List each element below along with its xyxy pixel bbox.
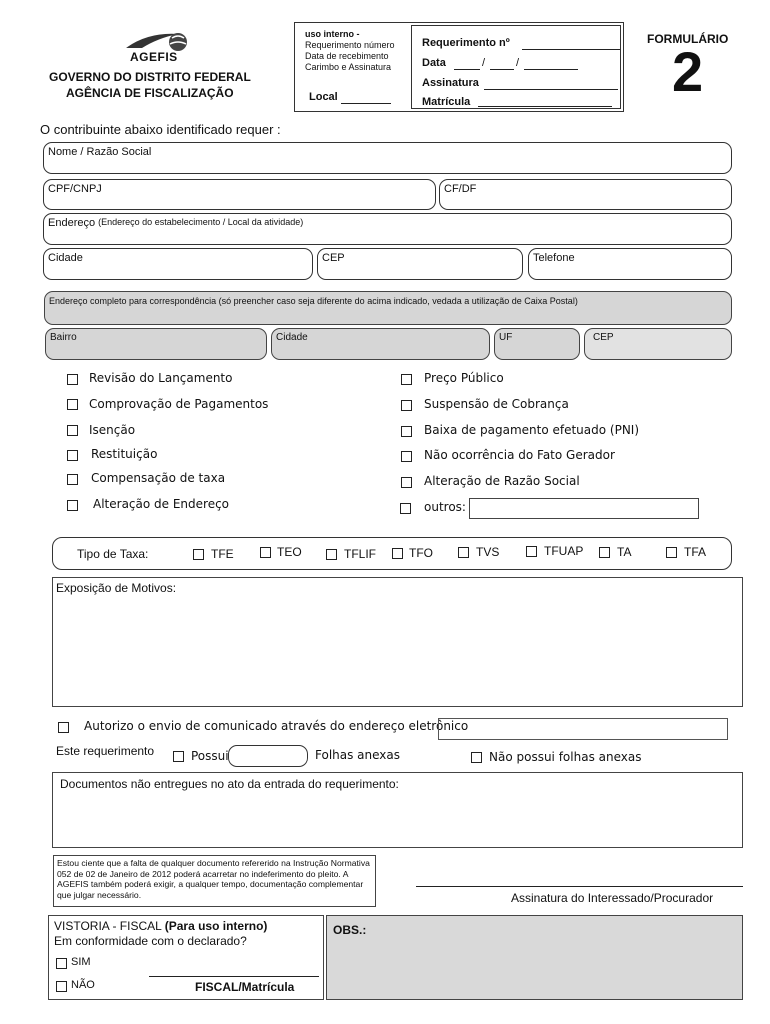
address-label-note: (Endereço do estabelecimento / Local da atividade) — [98, 217, 304, 227]
bairro-label: Bairro — [50, 332, 77, 343]
correspondence-address-field[interactable] — [44, 291, 732, 325]
uf-label: UF — [499, 332, 513, 343]
email-auth-label: Autorizo o envio de comunicado através do endereço eletrônico — [84, 719, 469, 733]
tax-tfo-label: TFO — [409, 546, 433, 560]
request-number-line[interactable] — [522, 49, 620, 50]
address-label — [48, 217, 303, 229]
motives-textarea[interactable] — [52, 577, 743, 707]
inspection-yes-label: SIM — [71, 956, 91, 968]
option-isencao-checkbox[interactable] — [67, 425, 78, 436]
date-label: Data — [422, 57, 446, 69]
option-nao-ocorrencia-checkbox[interactable] — [401, 451, 412, 462]
inspection-box — [48, 915, 324, 1000]
date-line-year[interactable] — [524, 69, 578, 70]
corr-city-field[interactable] — [271, 328, 490, 360]
option-outros-checkbox[interactable] — [400, 503, 411, 514]
tax-tvs-label: TVS — [476, 545, 500, 559]
documents-textarea[interactable] — [52, 772, 743, 848]
option-razao-social-checkbox[interactable] — [401, 477, 412, 488]
corr-cep-field[interactable] — [584, 328, 732, 360]
cf-df-field[interactable] — [439, 179, 732, 210]
tax-tflif-checkbox[interactable] — [326, 549, 337, 560]
signature-interested-label: Assinatura do Interessado/Procurador — [511, 891, 714, 905]
cep-label: CEP — [322, 252, 345, 264]
option-restituicao-label: Restituição — [91, 447, 158, 461]
tax-tfa-checkbox[interactable] — [666, 547, 677, 558]
form-number: 2 — [672, 40, 704, 103]
tax-teo-checkbox[interactable] — [260, 547, 271, 558]
cpf-cnpj-label: CPF/CNPJ — [48, 183, 102, 195]
date-sep-1: / — [482, 57, 486, 69]
phone-field[interactable] — [528, 248, 732, 280]
option-isencao-label: Isenção — [89, 423, 136, 437]
inspection-yes-checkbox[interactable] — [56, 958, 67, 969]
internal-use-line-1: uso interno - — [305, 29, 360, 39]
fiscal-label: FISCAL/Matrícula — [195, 980, 295, 994]
local-line[interactable] — [341, 103, 391, 104]
signature-line[interactable] — [484, 89, 618, 90]
option-nao-ocorrencia-label: Não ocorrência do Fato Gerador — [424, 448, 615, 462]
option-alteracao-endereco-label: Alteração de Endereço — [93, 497, 230, 511]
phone-label: Telefone — [533, 252, 575, 264]
signature-interested-line[interactable] — [416, 886, 743, 887]
intro-text: O contribuinte abaixo identificado requer : — [40, 122, 281, 137]
logo-text: AGEFIS — [130, 50, 178, 64]
option-preco-publico-label: Preço Público — [424, 371, 504, 385]
obs-label: OBS.: — [333, 923, 367, 937]
inspection-title — [54, 919, 267, 933]
tax-tfa-label: TFA — [684, 545, 707, 559]
form-label: FORMULÁRIO — [647, 32, 729, 46]
internal-use-box — [294, 22, 624, 112]
notice-box — [53, 855, 376, 907]
corr-cep-label: CEP — [593, 332, 614, 343]
tax-ta-label: TA — [617, 545, 632, 559]
tax-teo-label: TEO — [277, 545, 302, 559]
government-line-1: GOVERNO DO DISTRITO FEDERAL — [49, 70, 251, 84]
obs-box[interactable] — [326, 915, 743, 1000]
tax-tfo-checkbox[interactable] — [392, 548, 403, 559]
attached-sheets-label: Folhas anexas — [315, 748, 401, 762]
option-preco-publico-checkbox[interactable] — [401, 374, 412, 385]
email-input[interactable] — [438, 718, 728, 740]
tax-ta-checkbox[interactable] — [599, 547, 610, 558]
name-field[interactable] — [43, 142, 732, 174]
inspection-no-label: NÃO — [71, 979, 95, 991]
tax-tvs-checkbox[interactable] — [458, 547, 469, 558]
option-alteracao-endereco-checkbox[interactable] — [67, 500, 78, 511]
date-sep-2: / — [516, 57, 520, 69]
email-auth-checkbox[interactable] — [58, 722, 69, 733]
inspection-title-main: VISTORIA - FISCAL — [54, 919, 162, 933]
cpf-cnpj-field[interactable] — [43, 179, 436, 210]
option-baixa-checkbox[interactable] — [401, 426, 412, 437]
option-revisao-label: Revisão do Lançamento — [89, 371, 233, 385]
registration-label: Matrícula — [422, 96, 471, 108]
option-comprovacao-checkbox[interactable] — [67, 399, 78, 410]
cep-field[interactable] — [317, 248, 523, 280]
registration-line[interactable] — [478, 106, 612, 107]
government-line-2: AGÊNCIA DE FISCALIZAÇÃO — [66, 86, 234, 100]
agefis-logo — [118, 26, 204, 64]
no-sheets-checkbox[interactable] — [471, 752, 482, 763]
internal-inner-box — [411, 25, 621, 109]
motives-label: Exposição de Motivos: — [56, 581, 177, 595]
option-suspensao-label: Suspensão de Cobrança — [424, 397, 569, 411]
option-suspensao-checkbox[interactable] — [401, 400, 412, 411]
cf-df-label: CF/DF — [444, 183, 477, 195]
requirement-label: Este requerimento — [56, 744, 155, 758]
local-label: Local — [309, 91, 338, 103]
inspection-no-checkbox[interactable] — [56, 981, 67, 992]
internal-use-line-3: Data de recebimento — [305, 51, 389, 61]
inspection-title-note: (Para uso interno) — [164, 919, 268, 933]
internal-use-line-2: Requerimento número — [305, 40, 395, 50]
address-field[interactable] — [43, 213, 732, 245]
correspondence-address-label: Endereço completo para correspondência (só preencher caso seja diferente do acima indicado, vedada a utilização de Caixa Postal) — [49, 296, 578, 306]
option-razao-social-label: Alteração de Razão Social — [424, 474, 580, 488]
has-sheets-label: Possui — [191, 749, 229, 763]
documents-label: Documentos não entregues no ato da entrada do requerimento: — [60, 777, 399, 791]
option-baixa-label: Baixa de pagamento efetuado (PNI) — [424, 423, 640, 437]
tax-tfe-checkbox[interactable] — [193, 549, 204, 560]
tax-type-label: Tipo de Taxa: — [77, 547, 149, 561]
city-label: Cidade — [48, 252, 83, 264]
uf-field[interactable] — [494, 328, 580, 360]
date-line-month[interactable] — [490, 69, 514, 70]
no-sheets-label: Não possui folhas anexas — [489, 750, 642, 764]
option-revisao-checkbox[interactable] — [67, 374, 78, 385]
date-line-day[interactable] — [454, 69, 480, 70]
bairro-field[interactable] — [45, 328, 267, 360]
address-label-main: Endereço — [48, 217, 96, 229]
signature-label: Assinatura — [422, 77, 479, 89]
request-number-label: Requerimento nº — [422, 37, 510, 49]
sheets-count-input[interactable] — [228, 745, 308, 767]
tax-tfe-label: TFE — [211, 547, 234, 561]
tax-tfuap-label: TFUAP — [544, 544, 584, 558]
option-comprovacao-label: Comprovação de Pagamentos — [89, 397, 269, 411]
corr-city-label: Cidade — [276, 332, 308, 343]
option-compensacao-label: Compensação de taxa — [91, 471, 226, 485]
tax-tfuap-checkbox[interactable] — [526, 546, 537, 557]
internal-use-line-4: Carimbo e Assinatura — [305, 62, 392, 72]
fiscal-signature-line[interactable] — [149, 976, 319, 977]
option-outros-label: outros: — [424, 500, 466, 514]
city-field[interactable] — [43, 248, 313, 280]
option-compensacao-checkbox[interactable] — [67, 474, 78, 485]
has-sheets-checkbox[interactable] — [173, 751, 184, 762]
tax-tflif-label: TFLIF — [344, 547, 376, 561]
outros-input[interactable] — [469, 498, 699, 519]
notice-text: Estou ciente que a falta de qualquer documento refererido na Instrução Normativa 052 de 02 de Janeiro de 2012 poderá acarretar no indeferimento do pleito. A AGEFIS também poderá exigir, a qualquer tempo, documentação complementar que julgar necessário. — [57, 858, 370, 900]
inspection-question: Em conformidade com o declarado? — [54, 934, 247, 948]
option-restituicao-checkbox[interactable] — [67, 450, 78, 461]
name-label: Nome / Razão Social — [48, 146, 152, 158]
